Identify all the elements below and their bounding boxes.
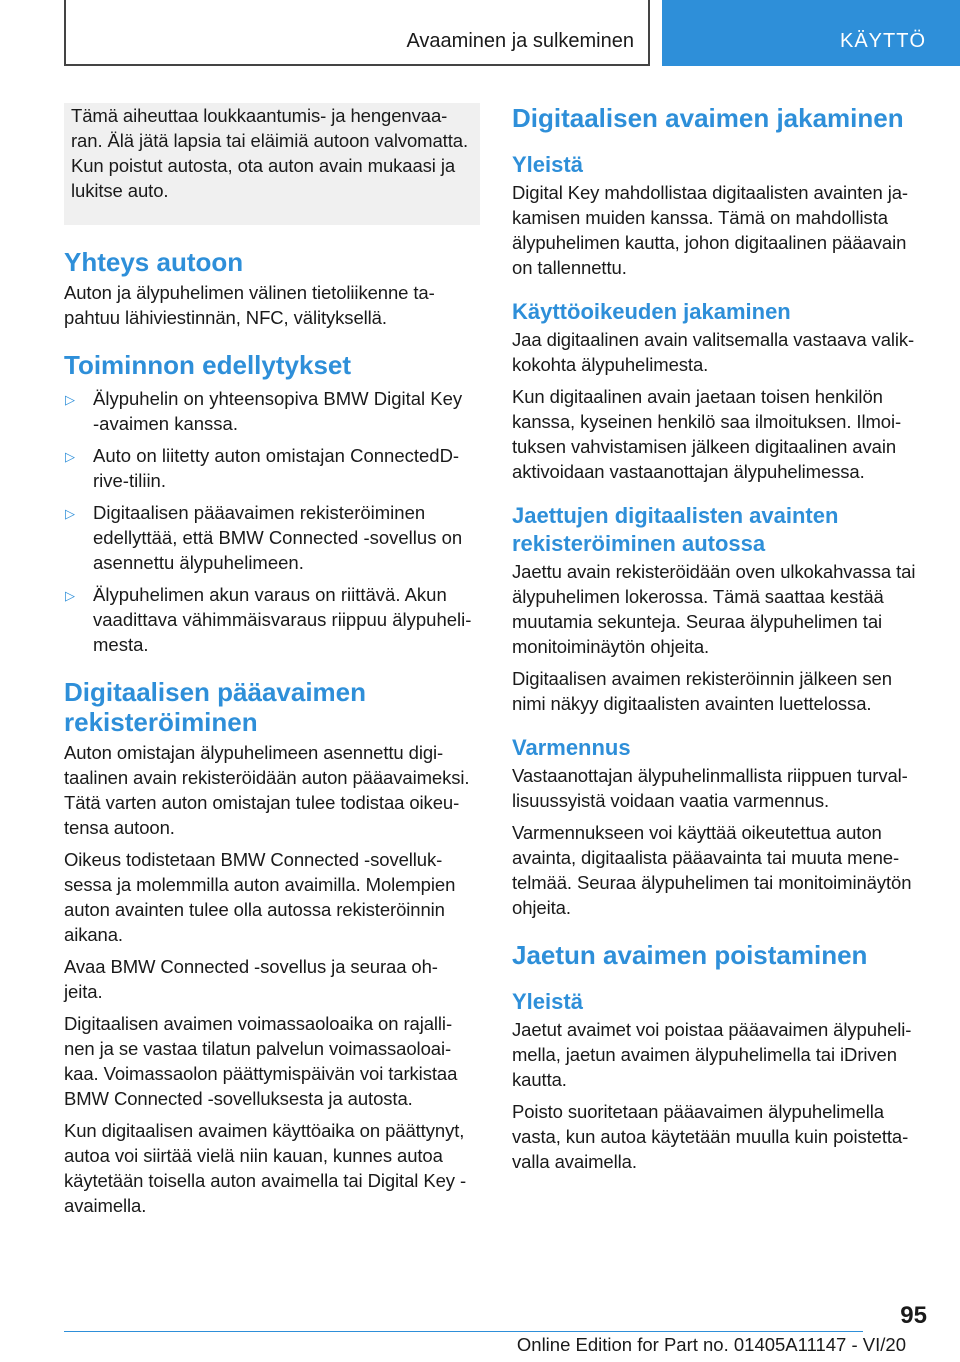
edition-text: Online Edition for Part no. 01405A11147 - VI/20	[516, 1334, 906, 1355]
triangle-bullet-icon: ▷	[65, 449, 75, 464]
warning-box	[64, 103, 480, 225]
list-item: ▷ Auto on liitetty auton omistajan ConnectedD- rive-tiliin.	[65, 445, 460, 491]
subheading-access-sharing: Käyttöoikeuden jakaminen	[512, 299, 791, 324]
subheading-verification: Varmennus	[512, 735, 631, 760]
list-item: ▷ Digitaalisen pääavaimen rekisteröiminen edellyttää, että BMW Connected -sovellus on asennettu älypuhelimeen.	[65, 502, 463, 573]
paragraph-access-2: Kun digitaalinen avain jaetaan toisen henkilön kanssa, kyseinen henkilö saa ilmoituksen. Ilmoi- tuksen vahvistamisen jälkeen digitaalinen avain aktivoidaan vastaanottajan älypuhelimessa.	[512, 386, 902, 482]
heading-removal: Jaetun avaimen poistaminen	[512, 940, 868, 970]
subheading-general-removal: Yleistä	[512, 989, 583, 1014]
paragraph-master-3: Avaa BMW Connected -sovellus ja seuraa oh- jeita.	[64, 956, 438, 1002]
footer-divider	[64, 1331, 863, 1332]
triangle-bullet-icon: ▷	[65, 506, 75, 521]
paragraph-verification-1: Vastaanottajan älypuhelinmallista riippuen turval- lisuussyistä voidaan vaatia varmennus.	[512, 765, 908, 811]
paragraph-shared-2: Digitaalisen avaimen rekisteröinnin jälkeen sen nimi näkyy digitaalisten avainten luettelossa.	[512, 668, 892, 714]
triangle-bullet-icon: ▷	[65, 392, 75, 407]
page-header	[0, 0, 960, 66]
heading-sharing: Digitaalisen avaimen jakaminen	[512, 103, 904, 133]
paragraph-master-1: Auton omistajan älypuhelimeen asennettu digi- taalinen avain rekisteröidään auton pääavaimeksi. Tätä varten auton omistajan tulee todistaa oikeu- tensa autoon.	[64, 742, 470, 838]
heading-master-key: Digitaalisen pääavaimen rekisteröiminen	[64, 677, 367, 737]
page-number: 95	[900, 1302, 927, 1329]
triangle-bullet-icon: ▷	[65, 588, 75, 603]
requirements-list	[64, 386, 480, 657]
list-item: ▷ Älypuhelin on yhteensopiva BMW Digital Key -avaimen kanssa.	[65, 388, 463, 434]
paragraph-removal-1: Jaetut avaimet voi poistaa pääavaimen älypuheli- mella, jaetun avaimen älypuhelimella tai iDriven kautta.	[512, 1019, 912, 1090]
paragraph-master-2: Oikeus todistetaan BMW Connected -sovelluk- sessa ja molemmilla auton avaimilla. Molempien auton avainten tulee olla autossa rekisteröinnin aikana.	[64, 849, 456, 945]
left-column	[64, 103, 480, 1225]
list-item: ▷ Älypuhelimen akun varaus on riittävä. Akun vaadittava vähimmäisvaraus riippuu älypuheli- mesta.	[65, 584, 472, 655]
header-frame	[64, 0, 650, 66]
paragraph-master-5: Kun digitaalisen avaimen käyttöaika on päättynyt, autoa voi siirtää vielä niin kauan, kunnes autoa käytetään toisella auton avaimella tai Digital Key - avaimella.	[64, 1120, 467, 1216]
paragraph-master-4: Digitaalisen avaimen voimassaoloaika on rajalli- nen ja se vastaa tilatun palvelun voimassaoloai- kaa. Voimassaolon päättymispäivän voi tarkistaa BMW Connected -sovelluksesta ja autosta.	[64, 1013, 458, 1109]
warning-text: Tämä aiheuttaa loukkaantumis- ja hengenvaa- ran. Älä jätä lapsia tai eläimiä autoon valvomatta. Kun poistut autosta, ota auton avain mukaasi ja lukitse auto.	[71, 105, 468, 201]
paragraph-general: Digital Key mahdollistaa digitaalisten avainten ja- kamisen muiden kanssa. Tämä on mahdollista älypuhelimen kautta, johon digitaalinen pääavain on tallennettu.	[512, 182, 908, 278]
heading-requirements: Toiminnon edellytykset	[64, 350, 352, 380]
right-column	[512, 103, 928, 1181]
paragraph-verification-2: Varmennukseen voi käyttää oikeutettua auton avainta, digitaalista pääavainta tai muuta mene- telmää. Seuraa älypuhelimen tai monitoiminäytön ohjeita.	[512, 822, 912, 918]
subheading-shared-registration: Jaettujen digitaalisten avainten rekisteröiminen autossa	[512, 503, 839, 556]
paragraph-access-1: Jaa digitaalinen avain valitsemalla vastaava valik- kokohta älypuhelimesta.	[512, 329, 915, 375]
paragraph-shared-1: Jaettu avain rekisteröidään oven ulkokahvassa tai älypuhelimen lokerossa. Tämä saattaa kestää muutamia sekunteja. Seuraa älypuhelimen tai monitoiminäytön ohjeita.	[512, 561, 916, 657]
section-title: Avaaminen ja sulkeminen	[406, 30, 634, 52]
chapter-tab-label: KÄYTTÖ	[839, 30, 926, 52]
subheading-general: Yleistä	[512, 152, 583, 177]
paragraph-connection: Auton ja älypuhelimen välinen tietoliikenne ta- pahtuu lähiviestinnän, NFC, välityksellä.	[64, 282, 435, 328]
heading-connection: Yhteys autoon	[64, 247, 244, 277]
chapter-tab	[662, 0, 960, 66]
paragraph-removal-2: Poisto suoritetaan pääavaimen älypuhelimella vasta, kun autoa käytetään muulla kuin poistetta- valla avaimella.	[512, 1101, 909, 1172]
